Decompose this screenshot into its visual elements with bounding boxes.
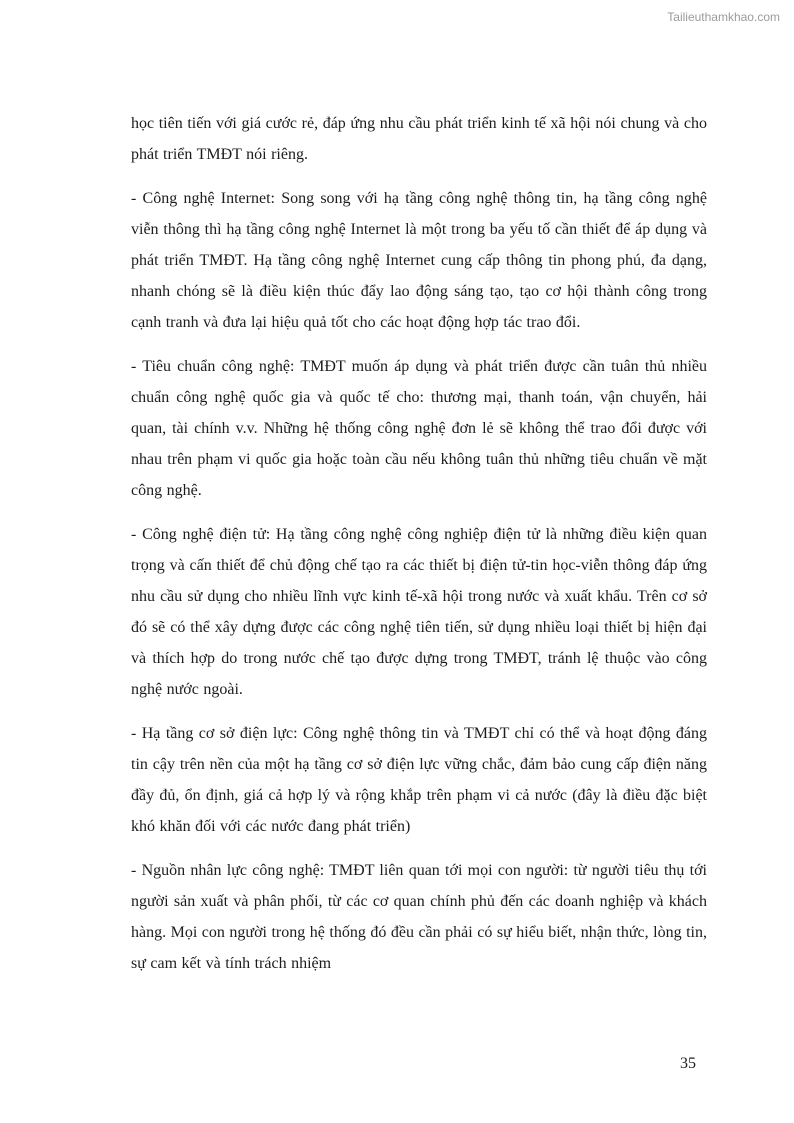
paragraph-cong-nghe-internet: - Công nghệ Internet: Song song với hạ tầng công nghệ thông tin, hạ tầng công nghệ viễn thông thì hạ tầng công nghệ Internet là một trong ba yếu tố cần thiết để áp dụng và phát triển TMĐT. Hạ tầng công nghệ Internet cung cấp thông tin phong phú, đa dạng, nhanh chóng sẽ là điều kiện thúc đẩy lao động sáng tạo, tạo cơ hội thành công trong cạnh tranh và đưa lại hiệu quả tốt cho các hoạt động hợp tác trao đổi.: [131, 190, 707, 331]
paragraph-intro-continuation: học tiên tiến với giá cước rẻ, đáp ứng nhu cầu phát triển kinh tế xã hội nói chung và cho phát triển TMĐT nói riêng.: [131, 115, 707, 163]
document-body: [131, 108, 707, 992]
paragraph-cong-nghe-dien-tu: - Công nghệ điện tử: Hạ tầng công nghệ công nghiệp điện tử là những điều kiện quan trọng và cấn thiết để chủ động chế tạo ra các thiết bị điện tử-tin học-viễn thông đáp ứng nhu cầu sử dụng cho nhiều lĩnh vực kinh tế-xã hội trong nước và xuất khẩu. Trên cơ sở đó sẽ có thể xây dựng được các công nghệ tiên tiến, sử dụng nhiều loại thiết bị hiện đại và thích hợp do trong nước chế tạo được dựng trong TMĐT, tránh lệ thuộc vào công nghệ nước ngoài.: [131, 526, 707, 698]
paragraph-tieu-chuan-cong-nghe: - Tiêu chuẩn công nghệ: TMĐT muốn áp dụng và phát triển được cần tuân thủ nhiều chuẩn công nghệ quốc gia và quốc tế cho: thương mại, thanh toán, vận chuyển, hải quan, tài chính v.v. Những hệ thống công nghệ đơn lẻ sẽ không thể trao đổi được với nhau trên phạm vi quốc gia hoặc toàn cầu nếu không tuân thủ những tiêu chuẩn về mặt công nghệ.: [131, 358, 707, 499]
paragraph-ha-tang-dien-luc: - Hạ tầng cơ sở điện lực: Công nghệ thông tin và TMĐT chỉ có thể và hoạt động đáng tin cậy trên nền của một hạ tầng cơ sở điện lực vững chắc, đảm bảo cung cấp điện năng đầy đủ, ổn định, giá cả hợp lý và rộng khắp trên phạm vi cả nước (đây là điều đặc biệt khó khăn đối với các nước đang phát triển): [131, 725, 707, 835]
paragraph-nguon-nhan-luc: - Nguồn nhân lực công nghệ: TMĐT liên quan tới mọi con người: từ người tiêu thụ tới người sản xuất và phân phối, từ các cơ quan chính phủ đến các doanh nghiệp và khách hàng. Mọi con người trong hệ thống đó đều cần phải có sự hiểu biết, nhận thức, lòng tin, sự cam kết và tính trách nhiệm: [131, 862, 707, 972]
page-number: 35: [680, 1055, 696, 1072]
watermark-text: Tailieuthamkhao.com: [667, 10, 780, 24]
